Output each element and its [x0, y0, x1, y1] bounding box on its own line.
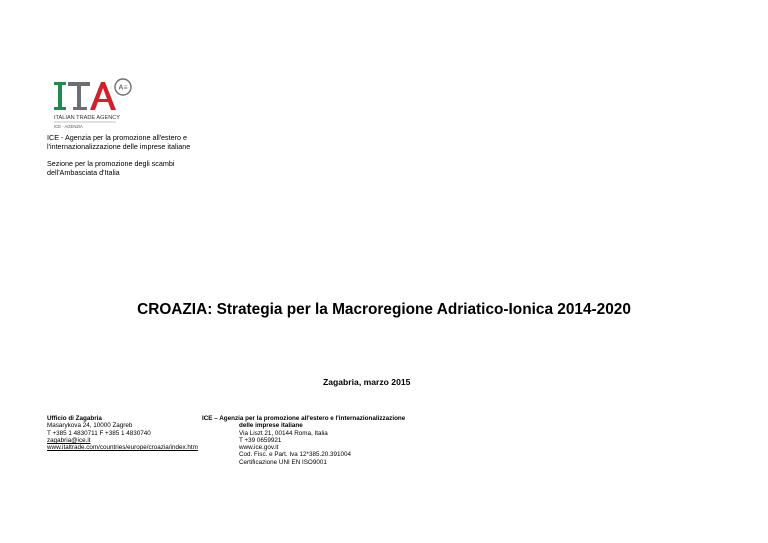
hq-name-line-2: delle imprese italiane	[239, 422, 303, 430]
office-email-link[interactable]: zagabria@ice.it	[47, 436, 91, 444]
office-web-link[interactable]: www.italtrade.com/countries/europe/croazia/index.htm	[47, 444, 198, 452]
office-address: Masarykova 24, 10000 Zagreb	[47, 422, 133, 430]
hq-web: www.ice.gov.it	[239, 444, 279, 452]
ice-badge-icon	[115, 79, 131, 95]
hq-contact-block	[202, 415, 405, 466]
ita-letters	[54, 82, 116, 110]
agency-line-2: l'internazionalizzazione delle imprese italiane	[47, 141, 191, 151]
hq-name-line-1: ICE – Agenzia per la promozione all'estero e l'internazionalizzazione	[202, 415, 406, 422]
hq-certification: Certificazione UNI EN ISO9001	[239, 458, 327, 466]
hq-address: Via Liszt 21, 00144 Roma, Italia	[239, 429, 328, 437]
ita-logo	[52, 76, 134, 136]
section-block	[47, 160, 197, 177]
agency-line-1: ICE - Agenzia per la promozione all'estero e	[47, 133, 188, 142]
office-phone: T +385 1 4830711 F +385 1 4830740	[47, 429, 151, 437]
hq-phone: T +39 0659921	[239, 436, 282, 444]
section-line-2: dell'Ambasciata d'Italia	[47, 167, 120, 177]
document-date: Zagabria, marzo 2015	[323, 377, 411, 387]
document-title: CROAZIA: Strategia per la Macroregione Adriatico-Ionica 2014-2020	[137, 301, 631, 318]
hq-tax-code: Cod. Fisc. e Part. Iva 12*385.20.391004	[239, 451, 352, 459]
logo-name: ITALIAN TRADE AGENCY	[54, 115, 121, 121]
agency-block	[47, 134, 207, 151]
svg-text:A≡: A≡	[118, 84, 128, 92]
section-line-1: Sezione per la promozione degli scambi	[47, 159, 175, 168]
office-name: Ufficio di Zagabria	[47, 415, 102, 422]
logo-sub: ICE - AGENZIA	[54, 124, 83, 129]
office-contact-block	[47, 415, 198, 451]
